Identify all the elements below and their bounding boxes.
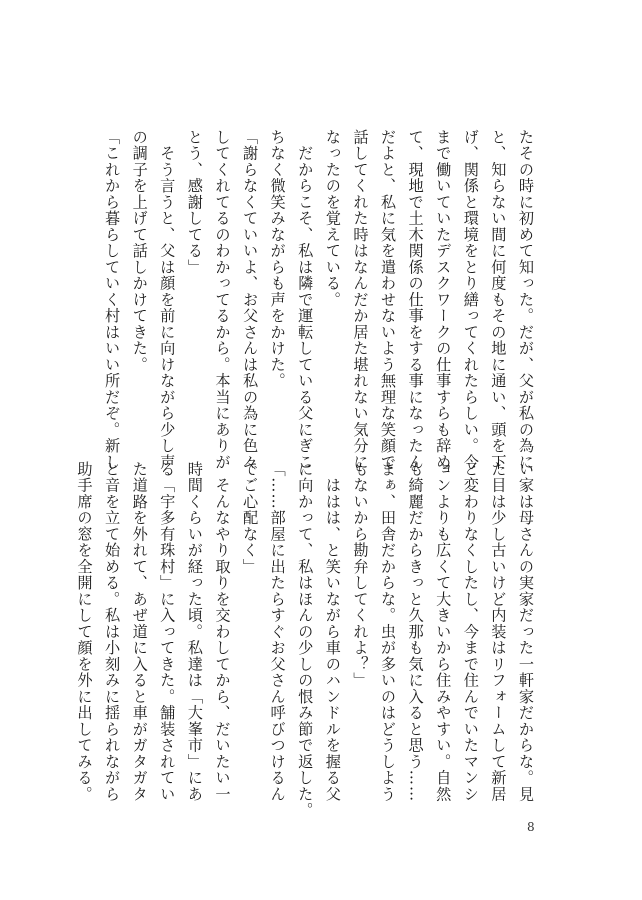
text-line: た道路を外れて、あぜ道に入ると車がガタガタ <box>130 461 149 803</box>
text-line: い家は母さんの実家だった一軒家だからな。見 <box>517 461 535 803</box>
text-line: してくれてるのわかってるから。本当にありが <box>213 129 232 471</box>
text-line: ちなく微笑みながらも声をかけた。 <box>268 129 287 389</box>
text-line: そう言うと、父は顔を前に向けながら少し声 <box>158 129 177 471</box>
text-line: 時間くらいが経った頃。私達は「大峯市」にあ <box>185 461 204 803</box>
text-line: と変わりなくしたし、今まで住んでいたマンシ <box>461 461 480 803</box>
text-line: 「これから暮らしていく村はいい所だぞ。新し <box>103 129 122 471</box>
text-line: も綺麗だからきっと久那も気に入ると思う…… <box>406 461 425 803</box>
text-line: に向かって、私はほんの少しの恨み節で返した。 <box>296 461 315 819</box>
text-block-lower <box>75 461 539 819</box>
text-line: そんなやり取りを交わしてから、だいたい一 <box>213 461 232 803</box>
text-line: の調子を上げて話しかけてきた。 <box>130 129 149 373</box>
text-line: て、現地で土木関係の仕事をする事になったん <box>406 129 425 471</box>
text-line: まぁ、田舎だからな。虫が多いのはどうしよう <box>379 461 398 803</box>
text-line: と、知らない間に何度もその地に通い、頭を下 <box>489 129 508 471</box>
text-line: る「宇多有珠村」に入ってきた。舗装されてい <box>158 461 177 803</box>
text-line: と音を立て始める。私は小刻みに揺られながら <box>103 461 122 803</box>
text-line: もないから勘弁してくれよ？」 <box>351 461 370 689</box>
text-line: ョンよりも広くて大きいから住みやすい。自然 <box>434 461 453 803</box>
text-line: 話してくれた時はなんだか居た堪れない気分に <box>351 129 370 471</box>
text-line: 助手席の窓を全開にして顔を外に出してみる。 <box>75 461 94 803</box>
text-line: だよと、私に気を遣わせないよう無理な笑顔で <box>379 129 398 471</box>
text-line: でご心配なく」 <box>241 461 260 575</box>
text-line: 「……部屋に出たらすぐお父さん呼びつけるん <box>268 461 287 803</box>
text-line: とう、感謝してる」 <box>185 129 204 276</box>
text-line: まで働いていたデスクワークの仕事すらも辞め <box>434 129 453 471</box>
text-line: だからこそ、私は隣で運転している父にぎこ <box>296 129 315 471</box>
text-line: た目は少し古いけど内装はリフォームして新居 <box>489 461 508 803</box>
text-line: なったのを覚えている。 <box>323 129 342 308</box>
text-line: たその時に初めて知った。だが、父が私の為に <box>517 129 535 471</box>
text-block-upper <box>94 129 539 471</box>
text-line: 「謝らなくていいよ、お父さんは私の為に色々 <box>241 129 260 471</box>
page-number: 8 <box>527 820 535 834</box>
text-line: ははは、と笑いながら車のハンドルを握る父 <box>323 461 342 803</box>
text-line: げ、関係と環境をとり繕ってくれたらしい。今 <box>461 129 480 471</box>
